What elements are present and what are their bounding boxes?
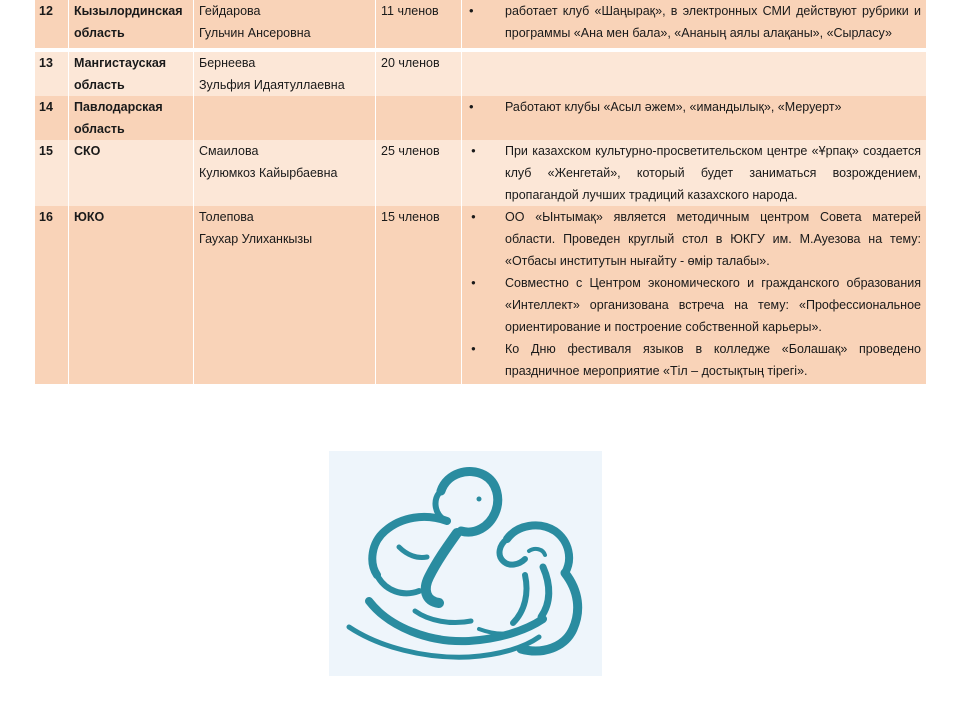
activities-cell [462,140,927,206]
row-number: 12 [35,0,69,48]
activity-item: ● Совместно с Центром экономического и гражданского образования «Интеллект» организована встреча на тему: «Профессиональное ориентирование и построение собственной карьеры». [467,272,921,338]
region-name: Кызылординская область [69,0,194,48]
leader-name: Гейдарова Гульчин Ансеровна [194,0,376,48]
row-number: 13 [35,52,69,96]
activities-cell [462,52,927,96]
members-count: 11 членов [376,0,462,48]
table-row [35,52,927,96]
leader-name: Бернеева Зульфия Идаятуллаевна [194,52,376,96]
region-name: СКО [69,140,194,206]
activity-item: • работает клуб «Шаңырақ», в электронных СМИ действуют рубрики и программы «Ана мен бала», «Ананың аялы алақаны», «Сырласу» [467,0,921,44]
members-count: 25 членов [376,140,462,206]
activity-item: • Работают клубы «Асыл әжем», «имандылық», «Меруерт» [467,96,921,118]
row-number: 15 [35,140,69,206]
table-row [35,0,927,48]
members-count: 20 членов [376,52,462,96]
row-number: 14 [35,96,69,140]
activity-item: ● Ко Дню фестиваля языков в колледже «Болашақ» проведено праздничное мероприятие «Тіл – достықтың тірегі». [467,338,921,382]
activities-cell [462,96,927,140]
members-count [376,96,462,140]
activity-item: ● При казахском культурно-просветительском центре «Ұрпақ» создается клуб «Женгетай», который будет заниматься возрождением, пропагандой лучших традиций казахского народа. [467,140,921,206]
region-name: Мангистауская область [69,52,194,96]
councils-table [34,0,927,384]
activities-cell [462,0,927,48]
row-number: 16 [35,206,69,384]
leader-name: Толепова Гаухар Улиханкызы [194,206,376,384]
table-row [35,96,927,140]
region-name: ЮКО [69,206,194,384]
region-name: Павлодарская область [69,96,194,140]
leader-name [194,96,376,140]
leader-name: Смаилова Кулюмкоз Кайырбаевна [194,140,376,206]
mother-child-icon [329,451,602,676]
activity-item: ● ОО «Ынтымақ» является методичным центром Совета матерей области. Проведен круглый стол в ЮКГУ им. М.Ауезова на тему: «Отбасы институтын нығайту - өмір талабы». [467,206,921,272]
mother-child-logo [329,451,602,676]
activities-cell [462,206,927,384]
table-row [35,206,927,384]
members-count: 15 членов [376,206,462,384]
table-row [35,140,927,206]
